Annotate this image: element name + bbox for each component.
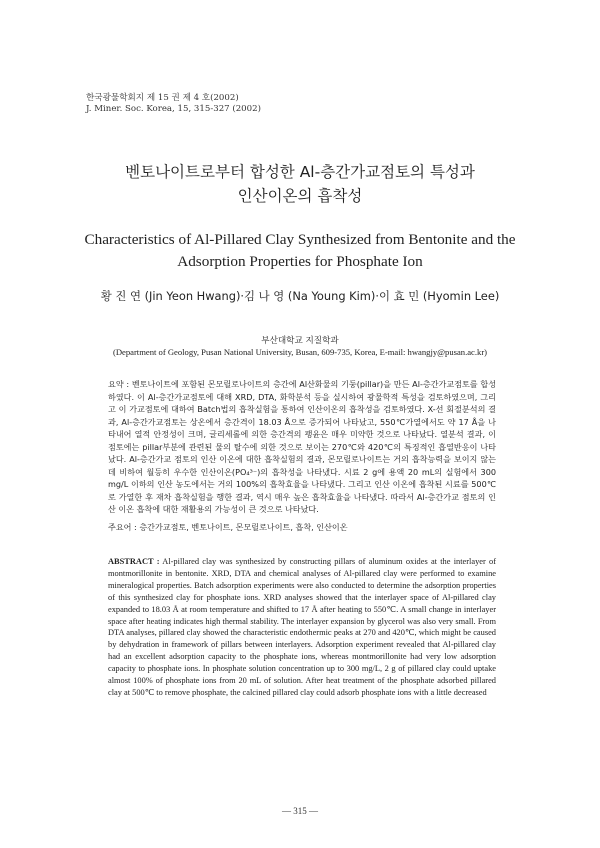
keywords-label: 주요어 : bbox=[108, 522, 137, 532]
journal-citation-english: J. Miner. Soc. Korea, 15, 315-327 (2002) bbox=[86, 104, 261, 114]
author-list: 황 진 연 (Jin Yeon Hwang)·김 나 영 (Na Young Kim)·이 효 민 (Hyomin Lee) bbox=[100, 289, 500, 303]
affiliation-english: (Department of Geology, Pusan National University, Busan, 609-735, Korea, E-mail: hwangjy@pusan.ac.kr) bbox=[112, 347, 488, 357]
korean-title bbox=[0, 160, 600, 208]
page-number: — 315 — bbox=[282, 806, 318, 816]
korean-title-line2: 인산이온의 흡착성 bbox=[237, 187, 363, 205]
korean-abstract-text: 벤토나이트에 포함된 몬모릴로나이트의 층간에 Al산화물의 기둥(pillar)을 만든 Al-층간가교점토를 합성하였다. 이 Al-층간가교점토에 대해 XRD, DTA, 화학분석 등을 실시하여 광물학적 특성을 검토하였으며, 그리고 이 가교점토에 대하여 Batch법의 흡착실험을 통하여 인산이온의 흡착성을 검토하였다. X-선 회절분석의 결과, Al-층간가교점토는 상온에서 층간격이 18.03 Å으로 증가되어 나타났고, 550℃가열에서도 약 17 Å을 나타내어 열적 안정성이 크며, 글리세롤에 의한 층간격의 팽윤은 매우 미약한 것으로 나타났다. 열분석 결과, 이 점토에는 pillar부분에 관련된 물의 탈수에 의한 것으로 보이는 270℃와 420℃의 특징적인 흡열반응이 나타났다. Al-층간가교 점토의 인산 이온에 대한 흡착실험의 결과, 몬모릴로나이트는 거의 흡착능력을 보이지 않는데 비하여 월등히 우수한 인산이온(PO₄³⁻)의 흡착성을 나타냈다. 시료 2 g에 용액 20 mL의 실험에서 300 mg/L 이하의 인산 농도에서는 거의 100%의 흡착효율을 나타냈다. 그리고 인산 이온에 흡착된 시료를 500℃로 가열한 후 재차 흡착실험을 행한 결과, 역시 매우 높은 흡착효율을 나타냈다. 따라서 Al-층간가교 점토의 인산 이온 흡착에 대한 재활용의 가능성이 큰 것으로 나타났다. bbox=[108, 379, 497, 514]
affiliation-korean: 부산대학교 지질학과 bbox=[261, 336, 339, 346]
english-abstract-label: ABSTRACT : bbox=[108, 557, 160, 566]
journal-citation bbox=[86, 93, 261, 115]
keywords-text: 층간가교점토, 벤토나이트, 몬모릴로나이트, 흡착, 인산이온 bbox=[139, 522, 348, 532]
korean-title-line1: 벤토나이트로부터 합성한 Al-층간가교점토의 특성과 bbox=[125, 163, 475, 181]
korean-abstract-label: 요약 : bbox=[108, 379, 130, 389]
english-title-line2: Adsorption Properties for Phosphate Ion bbox=[177, 253, 423, 270]
journal-citation-korean: 한국광물학회지 제 15 권 제 4 호(2002) bbox=[86, 93, 239, 103]
english-title bbox=[40, 229, 560, 273]
english-abstract bbox=[108, 556, 496, 699]
korean-keywords bbox=[108, 522, 496, 533]
korean-abstract bbox=[108, 378, 496, 516]
english-title-line1: Characteristics of Al-Pillared Clay Synthesized from Bentonite and the bbox=[84, 231, 516, 248]
english-abstract-text: Al-pillared clay was synthesized by constructing pillars of aluminum oxides at the interlayer of montmorillonite in bentonite. XRD, DTA and chemical analyses of Al-pillared clay were performed to examine mineralogical properties. Batch adsorption experiments were also conducted to determine the adsorption properties of this synthesized clay for phosphate ions. XRD analyses showed that the interlayer space of Al-pillared clay expanded to 18.03 Å at room temperature and shifted to 17 Å after heating to 550℃. A small change in interlayer space after heating indicates high thermal stability. The interlayer expansion by glycerol was also very small. From DTA analyses, pillared clay showed the characteristic endothermic peaks at 270 and 420℃, which might be caused by dehydration in framework of pillars between interlayers. Adsorption experiment revealed that Al-pillared clay had an excellent adsorption capacity to the phosphate ions, whereas montmorillonite had very low adsorption capacity to phosphate ions. In phosphate solution concentration up to 300 mg/L, 2 g of pillared clay could uptake almost 100% of phosphate ions from 20 mL of solution. After heat treatment of the phosphate adsorbed pillared clay at 500℃ to remove phosphate, the calcined pillared clay could adsorb phosphate ions with a little decreased bbox=[108, 557, 496, 697]
